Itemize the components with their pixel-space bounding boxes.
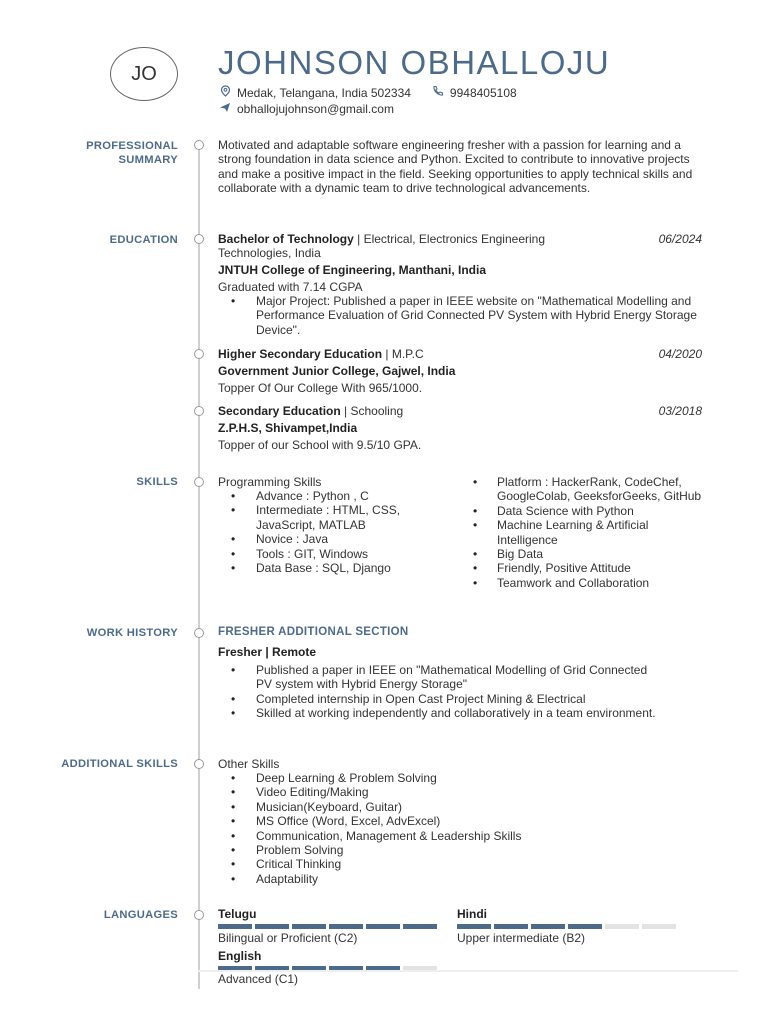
list-item: • Data Science with Python [471, 504, 711, 518]
timeline-dot [194, 140, 204, 150]
language-level: Advanced (C1) [218, 972, 299, 986]
list-item: • Platform : HackerRank, CodeChef, GoogleColab, GeeksforGeeks, GitHub [471, 475, 711, 504]
monogram-badge [110, 47, 178, 101]
work-bullets [218, 663, 658, 721]
proficiency-segment [218, 924, 252, 929]
monogram-text: JO [131, 62, 157, 85]
timeline-dot [194, 349, 204, 359]
language-level: Bilingual or Proficient (C2) [218, 931, 358, 945]
field: | Schooling [340, 404, 404, 418]
proficiency-segment [255, 924, 289, 929]
send-icon [218, 102, 232, 116]
timeline-dot [194, 628, 204, 638]
proficiency-segment [494, 924, 528, 929]
education-entry-3-title [218, 404, 702, 418]
proficiency-segment [292, 924, 326, 929]
degree: Higher Secondary Education [218, 347, 383, 361]
education-entry-2-date: 04/2020 [658, 347, 702, 361]
list-item: • Machine Learning & Artificial Intelligence [471, 518, 711, 547]
field: | Electrical, Electronics Engineering Technologies, India [218, 232, 545, 261]
education-entry-3-note: Topper of our School with 9.5/10 GPA. [218, 438, 422, 452]
proficiency-segment [366, 924, 400, 929]
list-item: • Published a paper in IEEE on "Mathematical Modelling of Grid Connected PV system with Hybrid Energy Storage" [218, 663, 658, 692]
email-text[interactable]: obhallojujohnson@gmail.com [237, 102, 394, 116]
location-pin-icon [218, 85, 232, 100]
education-entry-1-title [218, 232, 618, 261]
list-item: • Teamwork and Collaboration [471, 576, 711, 590]
list-item: • Advance : Python , C [218, 489, 448, 503]
education-entry-1-institution: JNTUH College of Engineering, Manthani, India [218, 263, 487, 277]
list-item: • Video Editing/Making [218, 785, 678, 799]
education-entry-3-date: 03/2018 [658, 404, 702, 418]
timeline-dot [194, 234, 204, 244]
proficiency-segment [329, 924, 363, 929]
education-entry-2-note: Topper Of Our College With 965/1000. [218, 381, 423, 395]
list-item: • Novice : Java [218, 532, 448, 546]
language-level: Upper intermediate (B2) [457, 931, 586, 945]
additional-skills-title: Other Skills [218, 757, 280, 771]
list-item: • MS Office (Word, Excel, AdvExcel) [218, 814, 678, 828]
list-item: • Musician(Keyboard, Guitar) [218, 800, 678, 814]
skills-right-list [471, 475, 711, 590]
list-item: • Problem Solving [218, 843, 678, 857]
list-item: • Big Data [471, 547, 711, 561]
candidate-name: JOHNSON OBHALLOJU [218, 44, 611, 81]
list-item: • Skilled at working independently and collaboratively in a team environment. [218, 706, 658, 720]
timeline-dot [194, 759, 204, 769]
summary-heading-line1: PROFESSIONAL [86, 140, 178, 152]
language-name: English [218, 949, 262, 963]
summary-text: Motivated and adaptable software engineering fresher with a passion for learning and a strong foundation in data science and Python. Excited to contribute to innovative projects and make a positive impact in the field. Seeking opportunities to apply technical skills and collaborate with a dynamic team to drive technological advancements. [218, 138, 693, 196]
contact-line-1 [218, 85, 517, 100]
work-heading: WORK HISTORY [86, 627, 178, 639]
proficiency-segment [457, 924, 491, 929]
phone-text[interactable]: 9948405108 [449, 85, 517, 100]
timeline-line [198, 144, 200, 989]
language-proficiency-bar [457, 924, 676, 929]
education-entry-2-institution: Government Junior College, Gajwel, India [218, 364, 456, 378]
proficiency-segment [568, 924, 602, 929]
skills-heading: SKILLS [136, 476, 178, 488]
list-item: • Tools : GIT, Windows [218, 547, 448, 561]
education-entry-1-note: Graduated with 7.14 CGPA [218, 280, 363, 294]
additional-skills-heading: ADDITIONAL SKILLS [61, 758, 178, 770]
list-item: • Deep Learning & Problem Solving [218, 771, 678, 785]
list-item: • Friendly, Positive Attitude [471, 561, 711, 575]
skills-left-title: Programming Skills [218, 475, 322, 489]
education-entry-1-bullets [218, 294, 698, 337]
languages-heading: LANGUAGES [103, 909, 178, 921]
proficiency-segment [531, 924, 565, 929]
proficiency-segment [642, 924, 676, 929]
list-item: • Intermediate : HTML, CSS, JavaScript, MATLAB [218, 503, 448, 532]
proficiency-segment [403, 924, 437, 929]
education-entry-3-institution: Z.P.H.S, Shivampet,India [218, 421, 358, 435]
education-heading: EDUCATION [109, 234, 178, 246]
list-item: • Adaptability [218, 872, 678, 886]
list-item: • Critical Thinking [218, 857, 678, 871]
degree: Secondary Education [218, 404, 341, 418]
list-item: • Data Base : SQL, Django [218, 561, 448, 575]
language-name: Hindi [457, 907, 487, 921]
timeline-dot [194, 477, 204, 487]
phone-icon [431, 85, 445, 100]
work-section-title: FRESHER ADDITIONAL SECTION [218, 626, 409, 638]
summary-heading-line2: SUMMARY [118, 154, 178, 166]
summary-heading [86, 139, 178, 167]
list-item: • Communication, Management & Leadership Skills [218, 829, 678, 843]
additional-skills-list [218, 771, 678, 886]
timeline-dot [194, 406, 204, 416]
skills-left-list [218, 489, 448, 575]
timeline-dot [194, 910, 204, 920]
list-item: • Completed internship in Open Cast Project Mining & Electrical [218, 692, 658, 706]
contact-line-2 [218, 102, 394, 116]
proficiency-segment [605, 924, 639, 929]
list-item: • Major Project: Published a paper in IEEE website on "Mathematical Modelling and Performance Evaluation of Grid Connected PV System with Hybrid Energy Storage Device". [218, 294, 698, 337]
education-entry-2-title [218, 347, 702, 361]
degree: Bachelor of Technology [218, 232, 354, 246]
field: | M.P.C [382, 347, 424, 361]
address-text: Medak, Telangana, India 502334 [237, 85, 411, 100]
education-entry-1-date: 06/2024 [658, 232, 702, 246]
work-role: Fresher | Remote [218, 645, 317, 659]
language-proficiency-bar [218, 924, 437, 929]
language-name: Telugu [218, 907, 257, 921]
page-edge-line [198, 970, 738, 972]
